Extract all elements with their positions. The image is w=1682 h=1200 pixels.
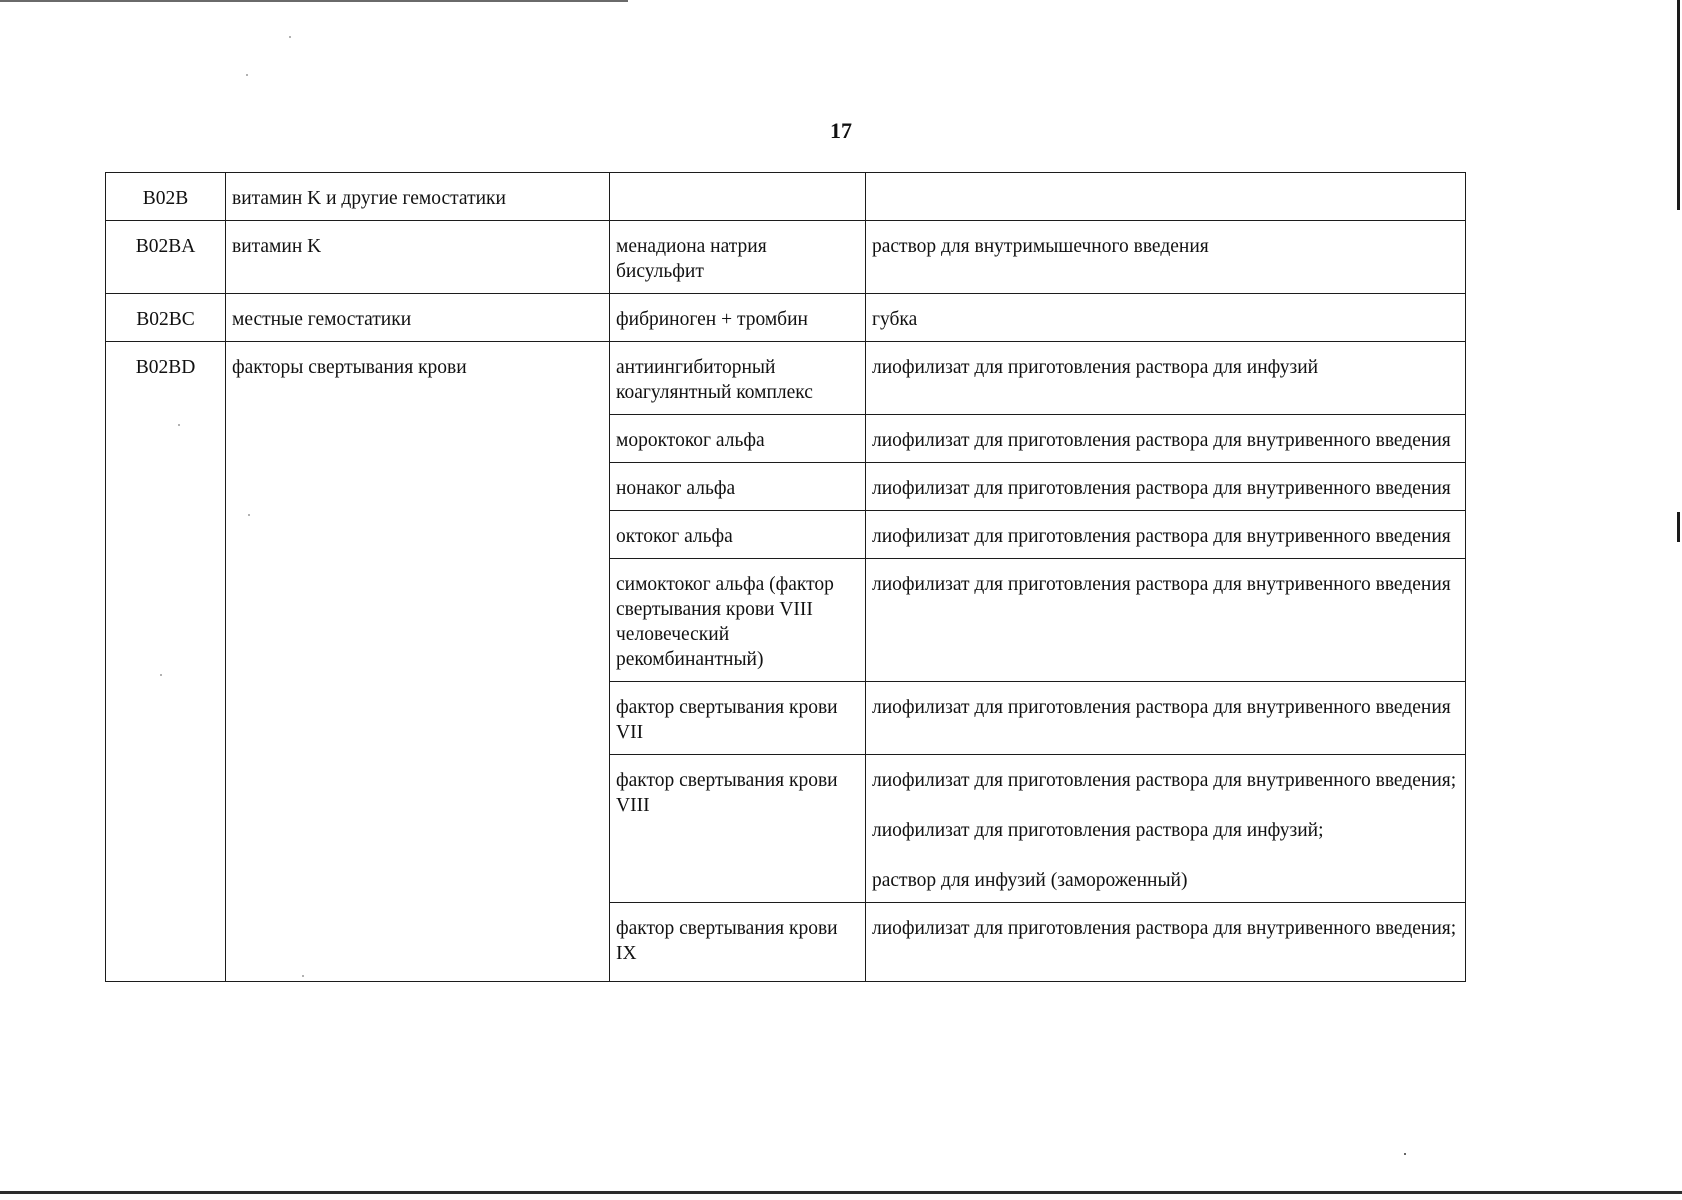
substance-cell [610, 173, 866, 221]
group-name-cell: факторы свертывания крови [226, 342, 610, 982]
dosage-form-cell [866, 755, 1466, 903]
dosage-form-cell: лиофилизат для приготовления раствора для внутривенного введения [866, 415, 1466, 463]
substance-cell: антиингибиторный коагулянтный комплекс [610, 342, 866, 415]
scan-edge-right [1677, 0, 1680, 210]
substance-cell: нонаког альфа [610, 463, 866, 511]
scan-edge-top [0, 0, 628, 2]
atc-code-cell: B02BC [106, 294, 226, 342]
dosage-form-cell: лиофилизат для приготовления раствора для инфузий [866, 342, 1466, 415]
group-name-cell: местные гемостатики [226, 294, 610, 342]
scan-edge-bottom [0, 1191, 1682, 1194]
table-row [106, 173, 1466, 221]
group-name-cell: витамин K и другие гемостатики [226, 173, 610, 221]
dosage-form-line: раствор для инфузий (замороженный) [872, 870, 1188, 891]
scan-speck [1404, 1153, 1406, 1155]
dosage-form-cell [866, 173, 1466, 221]
scan-speck [246, 74, 248, 76]
substance-cell: мороктоког альфа [610, 415, 866, 463]
dosage-form-cell: губка [866, 294, 1466, 342]
substance-cell: фактор свертывания крови VIII [610, 755, 866, 903]
substance-cell: фибриноген + тромбин [610, 294, 866, 342]
table-row [106, 294, 1466, 342]
atc-code-cell: B02BA [106, 221, 226, 294]
scan-edge-right-mark [1677, 512, 1680, 542]
dosage-form-cell: лиофилизат для приготовления раствора для внутривенного введения [866, 463, 1466, 511]
drug-table [105, 172, 1466, 982]
atc-code-cell: B02B [106, 173, 226, 221]
dosage-form-cell: лиофилизат для приготовления раствора для внутривенного введения [866, 511, 1466, 559]
atc-code-cell: B02BD [106, 342, 226, 982]
dosage-form-cell: раствор для внутримышечного введения [866, 221, 1466, 294]
substance-cell: симоктоког альфа (фактор свертывания крови VIII человеческий рекомбинантный) [610, 559, 866, 682]
substance-cell: фактор свертывания крови VII [610, 682, 866, 755]
scan-speck [289, 36, 291, 38]
group-name-cell: витамин K [226, 221, 610, 294]
dosage-form-line: лиофилизат для приготовления раствора для инфузий; [872, 820, 1324, 841]
dosage-form-cell: лиофилизат для приготовления раствора для внутривенного введения [866, 682, 1466, 755]
dosage-form-cell: лиофилизат для приготовления раствора для внутривенного введения; [866, 903, 1466, 982]
table-row [106, 342, 1466, 415]
page-number: 17 [830, 118, 852, 143]
dosage-form-cell: лиофилизат для приготовления раствора для внутривенного введения [866, 559, 1466, 682]
substance-cell: октоког альфа [610, 511, 866, 559]
substance-cell: фактор свертывания крови IX [610, 903, 866, 982]
substance-cell: менадиона натрия бисульфит [610, 221, 866, 294]
dosage-form-line: лиофилизат для приготовления раствора для внутривенного введения; [872, 770, 1457, 791]
table-row [106, 221, 1466, 294]
